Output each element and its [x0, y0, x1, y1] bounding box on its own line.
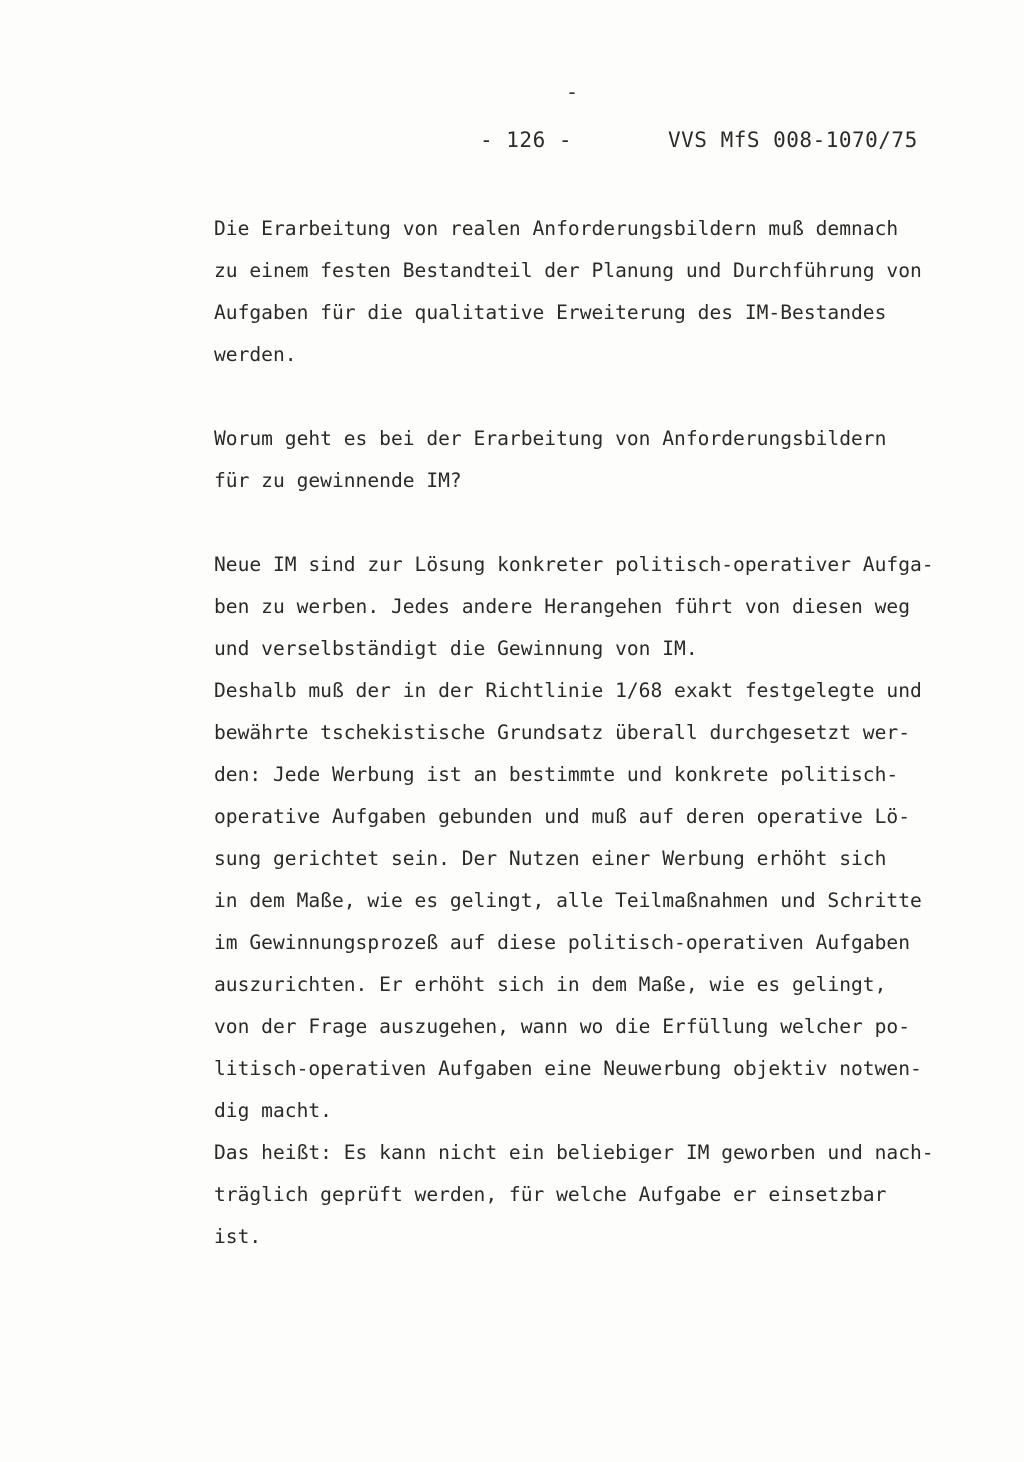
- top-mark: -: [566, 80, 579, 104]
- text-line: Worum geht es bei der Erarbeitung von Anforderungsbildern: [214, 427, 887, 450]
- text-line: Die Erarbeitung von realen Anforderungsbildern muß demnach: [214, 217, 899, 240]
- document-reference: VVS MfS 008-1070/75: [668, 128, 918, 152]
- text-line: für zu gewinnende IM?: [214, 469, 462, 492]
- text-line: Aufgaben für die qualitative Erweiterung des IM-Bestandes: [214, 301, 887, 324]
- text-line: und verselbständigt die Gewinnung von IM.: [214, 637, 698, 660]
- text-line: den: Jede Werbung ist an bestimmte und konkrete politisch-: [214, 763, 899, 786]
- text-line: auszurichten. Er erhöht sich in dem Maße, wie es gelingt,: [214, 973, 887, 996]
- text-line: Deshalb muß der in der Richtlinie 1/68 exakt festgelegte und: [214, 679, 922, 702]
- text-line: Neue IM sind zur Lösung konkreter politisch-operativer Aufga-: [214, 553, 934, 576]
- text-line: träglich geprüft werden, für welche Aufgabe er einsetzbar: [214, 1183, 887, 1206]
- document-body: [214, 208, 1014, 1258]
- question-paragraph: [214, 418, 1014, 502]
- text-line: litisch-operativen Aufgaben eine Neuwerbung objektiv notwen-: [214, 1057, 922, 1080]
- text-line: werden.: [214, 343, 297, 366]
- text-line: operative Aufgaben gebunden und muß auf deren operative Lö-: [214, 805, 910, 828]
- text-line: von der Frage auszugehen, wann wo die Erfüllung welcher po-: [214, 1015, 910, 1038]
- text-line: ist.: [214, 1225, 262, 1248]
- paragraph-1: [214, 208, 1014, 376]
- text-line: Das heißt: Es kann nicht ein beliebiger IM geworben und nach-: [214, 1141, 934, 1164]
- text-line: ben zu werben. Jedes andere Herangehen führt von diesen weg: [214, 595, 910, 618]
- text-line: dig macht.: [214, 1099, 332, 1122]
- text-line: in dem Maße, wie es gelingt, alle Teilmaßnahmen und Schritte: [214, 889, 922, 912]
- paragraph-2: [214, 544, 1014, 1258]
- text-line: sung gerichtet sein. Der Nutzen einer Werbung erhöht sich: [214, 847, 887, 870]
- page-number: - 126 -: [480, 128, 573, 152]
- text-line: im Gewinnungsprozeß auf diese politisch-operativen Aufgaben: [214, 931, 910, 954]
- text-line: zu einem festen Bestandteil der Planung und Durchführung von: [214, 259, 922, 282]
- text-line: bewährte tschekistische Grundsatz überall durchgesetzt wer-: [214, 721, 910, 744]
